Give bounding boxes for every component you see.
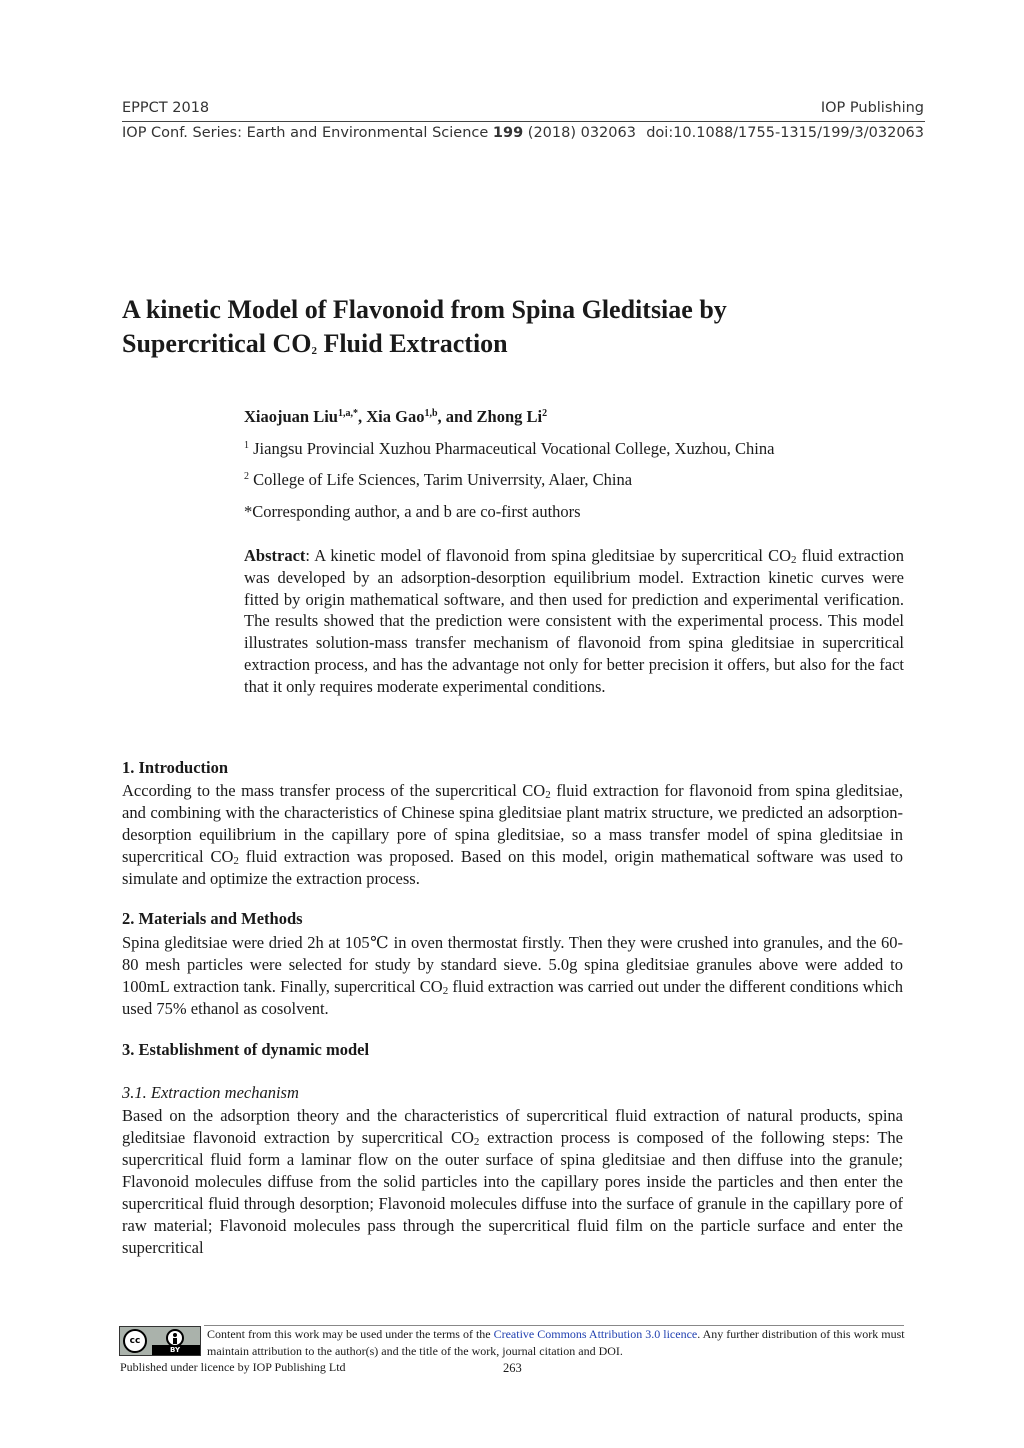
header-rule xyxy=(122,121,925,122)
affiliation-1-number: 1 xyxy=(244,440,249,451)
materials-text-a: Spina gleditsiae were dried 2h at 105℃ in oven thermostat firstly. Then they were crushed into granules, and the 60-80 mesh particles were selected for study by standard sieve. 5.0g spina gleditsiae granules above were added to 100mL extraction tank. Finally, supercritical CO xyxy=(122,933,903,996)
header-doi: doi:10.1088/1755-1315/199/3/032063 xyxy=(646,125,924,141)
header-series xyxy=(122,125,636,141)
materials-text-b: fluid extraction was carried out under the different conditions which used 75% ethanol as cosolvent. xyxy=(122,977,904,1018)
header-conference: EPPCT 2018 xyxy=(122,100,210,116)
materials-paragraph xyxy=(122,932,903,1020)
abstract-text-b: fluid extraction was developed by an adsorption-desorption equilibrium model. Extraction kinetic curves were fitted by origin mathematical software, and then used for prediction and experimental verification. The results showed that the prediction were consistent with the experimental process. This model illustrates solution-mass transfer mechanism of flavonoid from spina gleditsiae in supercritical extraction process, and has the advantage not only for better precision it offers, but also for the fact that it only requires moderate experimental conditions. xyxy=(244,546,904,696)
materials-subscript: 2 xyxy=(442,985,449,997)
affiliation-2-text: College of Life Sciences, Tarim Univerrsity, Alaer, China xyxy=(249,470,633,489)
author-2: , Xia Gao xyxy=(358,407,425,426)
corresponding-note: *Corresponding author, a and b are co-first authors xyxy=(244,502,581,521)
cc-by-license-badge[interactable] xyxy=(119,1326,201,1356)
mechanism-text-a: Based on the adsorption theory and the characteristics of supercritical fluid extraction of natural products, spina gleditsiae flavonoid extraction by supercritical CO xyxy=(122,1106,903,1147)
intro-text-b: fluid extraction for flavonoid from spina gleditsiae, and combining with the characteristics of Chinese spina gleditsiae plant matrix structure, we predicted an adsorption-desorption equilibrium in the capillary pore of spina gleditsiae, so a mass transfer model of spina gleditsiae in supercritical CO xyxy=(122,781,903,866)
badge-by-text: BY xyxy=(170,1346,181,1354)
license-link[interactable]: Creative Commons Attribution 3.0 licence xyxy=(493,1327,698,1341)
mechanism-paragraph xyxy=(122,1105,903,1259)
series-prefix: IOP Conf. Series: Earth and Environmental Science xyxy=(122,125,493,141)
license-text-b: . Any further distribution of this work must maintain attribution to the author(s) and the title of the work, journal citation and DOI. xyxy=(207,1327,905,1358)
series-suffix: (2018) 032063 xyxy=(523,125,636,141)
section-heading-materials: 2. Materials and Methods xyxy=(122,909,303,928)
affiliation-1 xyxy=(244,439,904,459)
page-number: 263 xyxy=(503,1361,522,1375)
series-volume: 199 xyxy=(492,125,524,141)
section-heading-introduction: 1. Introduction xyxy=(122,758,229,777)
mechanism-text-b: extraction process is composed of the following steps: The supercritical fluid form a laminar flow on the outer surface of spina gleditsiae and then diffuse into the granule; Flavonoid molecules diffuse from the solid particles into the capillary pores inside the particles and then enter the supercritical fluid through desorption; Flavonoid molecules diffuse into the surface of granule in the capillary pore of raw material; Flavonoid molecules pass through the supercritical fluid film on the particle surface and enter the supercritical xyxy=(122,1128,903,1257)
section-heading-model: 3. Establishment of dynamic model xyxy=(122,1040,370,1059)
affiliation-2-number: 2 xyxy=(244,471,249,482)
intro-subscript-2: 2 xyxy=(233,855,239,867)
abstract xyxy=(244,545,904,698)
author-3-marks: 2 xyxy=(542,408,548,419)
author-3: , and Zhong Li xyxy=(437,407,543,426)
affiliation-2 xyxy=(244,470,904,490)
title-line-2 xyxy=(122,329,508,358)
author-1: Xiaojuan Liu xyxy=(244,407,338,426)
title-line-2-pre: Supercritical CO xyxy=(122,329,312,358)
author-1-marks: 1,a,* xyxy=(338,408,358,419)
title-line-1: A kinetic Model of Flavonoid from Spina Gleditsiae by xyxy=(122,295,727,324)
title-subscript: 2 xyxy=(311,345,317,357)
intro-text-a: According to the mass transfer process of the supercritical CO xyxy=(122,781,546,800)
abstract-text-a: A kinetic model of flavonoid from spina gleditsiae by supercritical CO xyxy=(314,546,792,565)
intro-subscript-1: 2 xyxy=(545,789,551,801)
paper-title xyxy=(122,293,902,361)
cc-icon: cc xyxy=(123,1329,147,1353)
abstract-colon: : xyxy=(305,546,315,565)
abstract-label: Abstract xyxy=(244,546,306,565)
author-2-marks: 1,b xyxy=(424,408,438,419)
title-line-2-post: Fluid Extraction xyxy=(316,329,508,358)
subsection-heading-mechanism: 3.1. Extraction mechanism xyxy=(122,1083,299,1102)
mechanism-subscript: 2 xyxy=(473,1136,480,1148)
affiliation-1-text: Jiangsu Provincial Xuzhou Pharmaceutical Vocational College, Xuzhou, China xyxy=(249,439,775,458)
license-text xyxy=(207,1326,907,1360)
header-publisher: IOP Publishing xyxy=(820,100,924,116)
intro-text-c: fluid extraction was proposed. Based on this model, origin mathematical software was used to simulate and optimize the extraction process. xyxy=(122,847,903,888)
introduction-paragraph xyxy=(122,780,903,890)
author-list xyxy=(244,407,904,427)
abstract-subscript: 2 xyxy=(791,554,797,566)
license-text-a: Content from this work may be used under the terms of the xyxy=(207,1327,494,1341)
published-under-licence: Published under licence by IOP Publishing Ltd xyxy=(120,1360,346,1374)
